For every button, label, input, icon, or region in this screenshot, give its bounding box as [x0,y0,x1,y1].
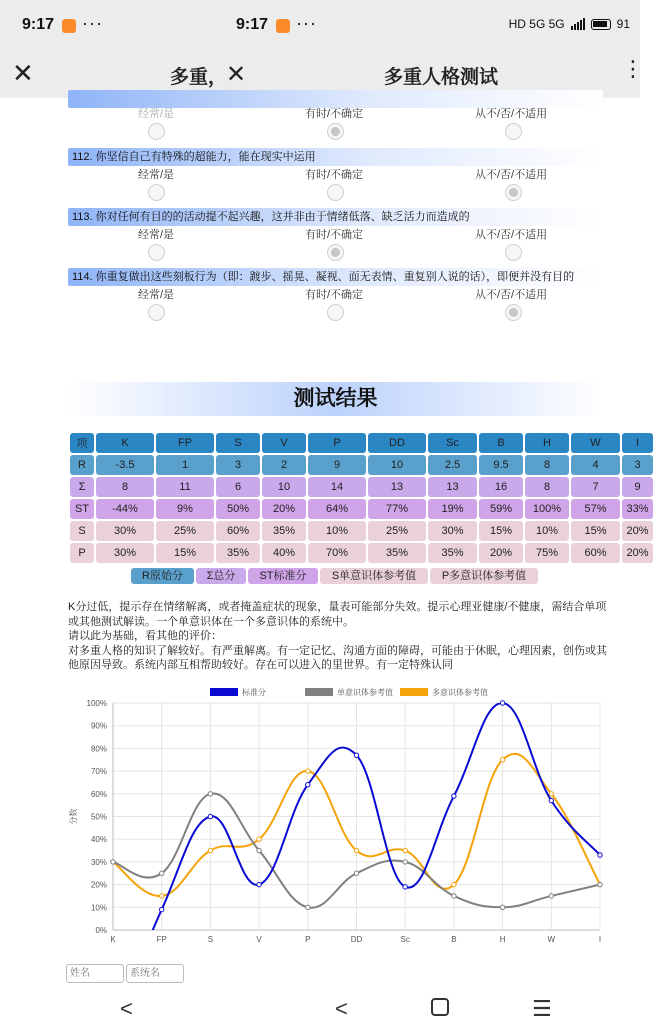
radio-q112-sometimes[interactable] [327,184,344,201]
x-tick-label: K [110,935,116,944]
table-row-label: S [70,521,94,541]
table-cell: 70% [308,543,366,563]
table-header-row [70,433,653,453]
page-title: 多重人格测试 [384,67,499,88]
x-tick-label: DD [350,935,363,944]
data-point [549,798,553,802]
table-cell: 16 [479,477,523,497]
table-cell: 20% [479,543,523,563]
table-cell: 100% [525,499,569,519]
radio-q113-sometimes[interactable] [327,244,344,261]
legend-swatch [305,688,333,696]
app-notification-icon [62,19,76,33]
table-cell: 13 [428,477,477,497]
table-cell: -44% [96,499,154,519]
question-114: 114. 你重复做出这些刻板行为（即：踱步、摇晃、凝视、面无表情、重复别人说的话），即便并没有目的 [68,268,603,286]
description-paragraph: 请以此为基础，看其他的评价： [68,630,222,642]
table-cell: 3 [622,455,653,475]
data-point [354,848,358,852]
y-tick-label: 10% [90,903,107,913]
x-tick-label: B [451,935,457,944]
tab-title[interactable]: 多重， [170,67,228,88]
radio-q113-often[interactable] [148,244,165,261]
menu-icon[interactable]: ☰ [532,996,552,1021]
table-cell: 25% [156,521,214,541]
data-point [598,882,602,886]
option-sometimes: 有时/不确定 [305,289,364,301]
question-113: 113. 你对任何有目的的活动提不起兴趣，这并非由于情绪低落、缺乏活力而造成的 [68,208,603,226]
legend-label: 多意识体参考值 [432,688,488,697]
radio-q114-never[interactable] [505,304,522,321]
table-cell: 57% [571,499,620,519]
y-tick-label: 60% [90,789,107,799]
results-title: 测试结果 [68,382,603,416]
x-tick-label: P [305,935,311,944]
table-cell: 4 [571,455,620,475]
y-tick-label: 70% [90,767,107,777]
legend-r: R原始分 [131,568,194,584]
page-content [0,98,649,988]
legend-swatch [210,688,238,696]
table-header-cell: W [571,433,620,453]
table-cell: 10% [308,521,366,541]
data-point [354,753,358,757]
table-cell: 33% [622,499,653,519]
data-point [500,701,504,705]
data-point [403,848,407,852]
option-often: 经常/是 [138,289,175,301]
y-tick-label: 100% [86,699,107,708]
data-point [403,860,407,864]
data-point [208,792,212,796]
back-icon[interactable]: < [120,996,133,1021]
option-never: 从不/否/不适用 [475,108,548,120]
table-header-cell: DD [368,433,426,453]
legend-swatch [400,688,428,696]
table-cell: 2 [262,455,306,475]
close-tab-icon[interactable]: ✕ [226,61,247,88]
table-row-st [70,499,653,519]
radio-q114-sometimes[interactable] [327,304,344,321]
table-cell: 35% [216,543,260,563]
table-cell: 35% [428,543,477,563]
table-cell: 30% [96,521,154,541]
table-row-p [70,543,653,563]
option-sometimes: 有时/不确定 [305,229,364,241]
table-cell: 10% [525,521,569,541]
data-point [403,885,407,889]
radio-q114-often[interactable] [148,304,165,321]
table-cell: 11 [156,477,214,497]
results-table [68,431,655,565]
data-point [500,905,504,909]
data-point [306,769,310,773]
more-notifications-icon-2: ··· [296,13,317,33]
description-paragraph: 对多重人格的知识了解较好。有严重解离。有一定记忆、沟通方面的障碍，可能由于休眠，心理因素，创伤或其他原因导致。系统内部互相帮助较好。存在可以进入的里世界。有一定特殊认同 [68,644,607,671]
table-header-cell: B [479,433,523,453]
table-cell: 1 [156,455,214,475]
status-bar [0,0,640,52]
table-header-cell: I [622,433,653,453]
table-cell: 8 [96,477,154,497]
table-cell: 2.5 [428,455,477,475]
table-cell: 13 [368,477,426,497]
data-point [306,905,310,909]
table-cell: 9 [622,477,653,497]
option-often: 经常/是 [138,108,175,120]
table-row-sum [70,477,653,497]
table-cell: 15% [479,521,523,541]
name-input[interactable]: 姓名 [66,964,124,983]
table-cell: 6 [216,477,260,497]
x-tick-label: V [256,935,262,944]
radio-q113-never[interactable] [505,244,522,261]
y-tick-label: 20% [90,880,107,890]
network-label: HD 5G 5G [508,17,565,31]
data-point [257,848,261,852]
table-header-cell: V [262,433,306,453]
data-point [160,871,164,875]
table-cell: 9% [156,499,214,519]
data-point [452,894,456,898]
table-header-cell: FP [156,433,214,453]
data-point [257,837,261,841]
table-cell: 35% [262,521,306,541]
status-time-right: 9:17 [236,16,269,33]
table-cell: 75% [525,543,569,563]
y-tick-label: 90% [90,721,107,731]
table-cell: 30% [96,543,154,563]
table-row-label: Σ [70,477,94,497]
table-cell: 19% [428,499,477,519]
table-cell: 20% [622,521,653,541]
x-tick-label: I [598,935,602,944]
table-cell: 50% [216,499,260,519]
table-cell: 20% [262,499,306,519]
table-cell: 40% [262,543,306,563]
battery-icon [591,19,611,30]
y-axis-label: 分数 [69,808,78,825]
x-tick-label: FP [156,935,167,944]
table-cell: 59% [479,499,523,519]
table-cell: 15% [571,521,620,541]
data-point [549,792,553,796]
option-never: 从不/否/不适用 [475,169,548,181]
radio-q111-never[interactable] [505,123,522,140]
legend-label: 标准分 [242,688,266,697]
data-point [111,860,115,864]
table-cell: 25% [368,521,426,541]
y-tick-label: 40% [90,835,107,845]
table-cell: 8 [525,477,569,497]
table-row-label: R [70,455,94,475]
option-often: 经常/是 [138,169,175,181]
table-header-cell: K [96,433,154,453]
data-point [549,894,553,898]
option-never: 从不/否/不适用 [475,229,548,241]
status-time-left: 9:17 [22,16,55,33]
back-nav-icon[interactable]: < [335,996,348,1021]
system-nav-bar [0,988,640,1033]
radio-q111-sometimes[interactable] [327,123,344,140]
system-name-input[interactable]: 系统名 [126,964,184,983]
data-point [598,853,602,857]
legend-label: 单意识体参考值 [337,688,393,697]
table-row-s [70,521,653,541]
table-cell: -3.5 [96,455,154,475]
data-point [160,894,164,898]
battery-level: 91 [616,17,630,31]
table-cell: 64% [308,499,366,519]
signal-icon [571,18,585,30]
legend-sum: Σ总分 [196,568,246,584]
table-cell: 3 [216,455,260,475]
score-line-chart [60,683,610,953]
data-point [208,814,212,818]
question-112: 112. 你坚信自己有特殊的超能力，能在现实中运用 [68,148,603,166]
data-point [452,794,456,798]
radio-q111-often[interactable] [148,123,165,140]
table-cell: 8 [525,455,569,475]
table-cell: 60% [216,521,260,541]
table-header-cell: H [525,433,569,453]
table-cell: 77% [368,499,426,519]
option-sometimes: 有时/不确定 [305,169,364,181]
y-tick-label: 80% [90,744,107,754]
description-paragraph: K分过低，提示存在情绪解离，或者掩盖症状的现象，量表可能部分失效。提示心理亚健康/不健康，需结合单项或其他测试解读。一个单意识体在一个多意识体的系统中。 [68,601,607,628]
legend-s: S单意识体参考值 [320,568,428,584]
app-notification-icon-2 [276,19,290,33]
table-cell: 10 [368,455,426,475]
x-tick-label: S [207,935,214,944]
table-row-label: P [70,543,94,563]
more-notifications-icon: ··· [82,13,103,33]
close-icon[interactable]: ✕ [12,58,34,88]
table-cell: 60% [571,543,620,563]
table-cell: 15% [156,543,214,563]
table-cell: 14 [308,477,366,497]
data-point [160,907,164,911]
table-cell: 20% [622,543,653,563]
legend-st: ST标准分 [248,568,318,584]
y-tick-label: 50% [90,812,107,822]
x-tick-label: W [547,935,556,944]
table-row-label: ST [70,499,94,519]
table-cell: 10 [262,477,306,497]
home-icon[interactable] [431,998,449,1016]
more-menu-icon[interactable]: ⋮ [622,56,644,81]
table-row-r [70,455,653,475]
data-point [354,871,358,875]
data-point [500,758,504,762]
data-point [452,882,456,886]
y-tick-label: 0% [95,926,107,935]
table-header-cell: Sc [428,433,477,453]
x-tick-label: Sc [400,935,410,944]
table-header-cell: 项 [70,433,94,453]
radio-q112-often[interactable] [148,184,165,201]
radio-q112-never[interactable] [505,184,522,201]
table-header-cell: P [308,433,366,453]
table-cell: 7 [571,477,620,497]
option-never: 从不/否/不适用 [475,289,548,301]
option-sometimes: 有时/不确定 [305,108,364,120]
table-cell: 9.5 [479,455,523,475]
option-often: 经常/是 [138,229,175,241]
table-cell: 30% [428,521,477,541]
y-tick-label: 30% [90,857,107,867]
system-indicators [509,17,630,31]
data-point [306,783,310,787]
data-point [257,882,261,886]
data-point [208,848,212,852]
table-cell: 9 [308,455,366,475]
x-tick-label: H [499,935,506,944]
table-header-cell: S [216,433,260,453]
legend-p: P多意识体参考值 [430,568,538,584]
table-cell: 35% [368,543,426,563]
result-description [68,600,608,673]
